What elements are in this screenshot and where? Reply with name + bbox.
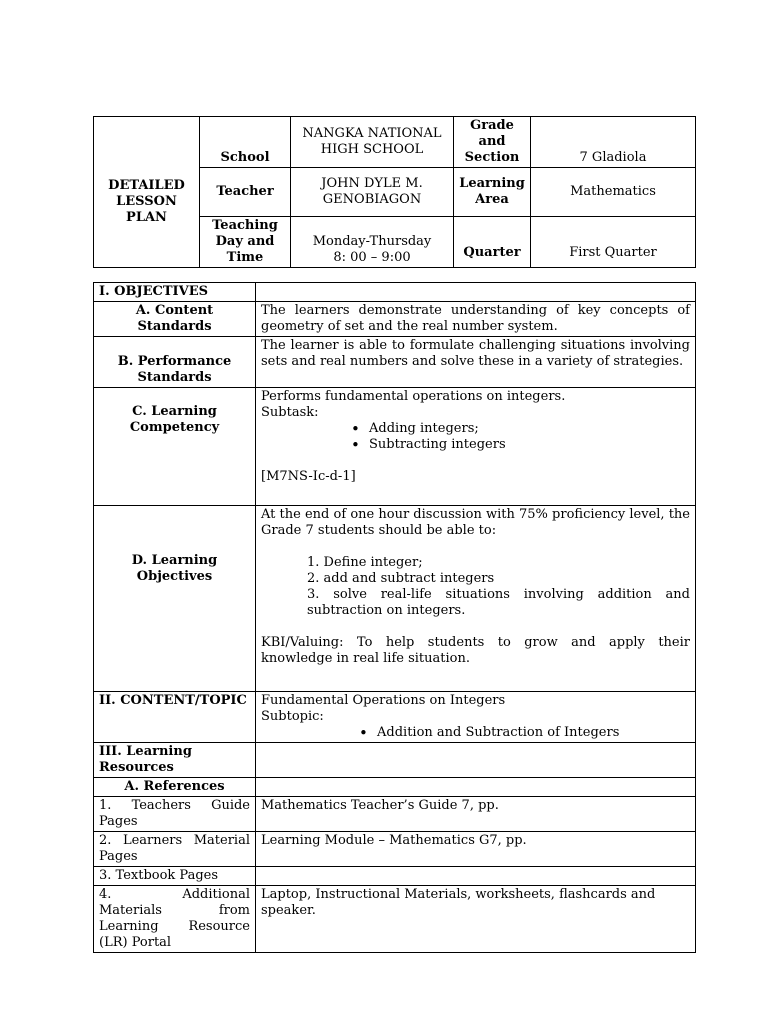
objective-item: 1. Define integer; — [307, 555, 423, 570]
textbook-empty-cell — [256, 867, 696, 886]
learning-area-label: Learning Area — [454, 168, 531, 217]
content-standards-label: A. Content Standards — [94, 302, 256, 337]
learning-objectives-intro: At the end of one hour discussion with 75% proficiency level, the Grade 7 students should be able to: — [261, 507, 690, 538]
teacher-label: Teacher — [200, 168, 291, 217]
school-value: NANGKA NATIONAL HIGH SCHOOL — [291, 117, 454, 168]
grade-section-value: 7 Gladiola — [531, 117, 696, 168]
learning-resources-label: III. Learning Resources — [94, 743, 256, 778]
objectives-heading: I. OBJECTIVES — [94, 283, 256, 302]
references-label: A. References — [94, 778, 256, 797]
additional-materials-label: 4. Additional Materials from Learning Resource (LR) Portal — [94, 886, 256, 953]
subtask-item: • Subtracting integers — [369, 437, 690, 453]
subtopic-label: Subtopic: — [261, 709, 324, 724]
subtask-label: Subtask: — [261, 405, 319, 420]
learning-competency-cell — [256, 388, 696, 506]
performance-standards-label: B. Performance Standards — [94, 337, 256, 388]
references-empty-cell — [256, 778, 696, 797]
learning-objectives-label: D. Learning Objectives — [94, 506, 256, 692]
header-table — [93, 116, 696, 268]
objectives-empty-cell — [256, 283, 696, 302]
subtopic-list — [261, 725, 690, 741]
learning-competency-label: C. Learning Competency — [94, 388, 256, 506]
competency-code: [M7NS-Ic-d-1] — [261, 469, 356, 484]
subtask-item: • Adding integers; — [369, 421, 690, 437]
teacher-value: JOHN DYLE M. GENOBIAGON — [291, 168, 454, 217]
content-topic-text: Fundamental Operations on Integers — [261, 693, 506, 708]
subtask-list — [261, 421, 690, 453]
learners-material-text: Learning Module – Mathematics G7, pp. — [256, 832, 696, 867]
competency-text: Performs fundamental operations on integers. — [261, 389, 566, 404]
performance-standards-text: The learner is able to formulate challenging situations involving sets and real numbers and solve these in a variety of strategies. — [256, 337, 696, 388]
teachers-guide-label: 1. Teachers Guide Pages — [94, 797, 256, 832]
learning-objectives-cell — [256, 506, 696, 692]
objective-item: 3. solve real-life situations involving addition and subtraction on integers. — [307, 587, 690, 618]
lesson-plan-title: DETAILED LESSON PLAN — [94, 117, 200, 268]
quarter-value: First Quarter — [531, 217, 696, 268]
content-topic-label: II. CONTENT/TOPIC — [94, 692, 256, 743]
teaching-time-label: Teaching Day and Time — [200, 217, 291, 268]
additional-materials-text: Laptop, Instructional Materials, worksheets, flashcards and speaker. — [256, 886, 696, 953]
teaching-time-value: Monday-Thursday 8: 00 – 9:00 — [291, 217, 454, 268]
school-label: School — [200, 117, 291, 168]
subtopic-item: • Addition and Subtraction of Integers — [377, 725, 690, 741]
teachers-guide-text: Mathematics Teacher’s Guide 7, pp. — [256, 797, 696, 832]
learners-material-label: 2. Learners Material Pages — [94, 832, 256, 867]
learning-area-value: Mathematics — [531, 168, 696, 217]
textbook-label: 3. Textbook Pages — [94, 867, 256, 886]
objective-item: 2. add and subtract integers — [307, 571, 495, 586]
learning-objectives-list — [261, 555, 690, 619]
kbi-text: KBI/Valuing: To help students to grow and apply their knowledge in real life situation. — [261, 635, 690, 666]
quarter-label: Quarter — [454, 217, 531, 268]
grade-section-label: Grade and Section — [454, 117, 531, 168]
learning-resources-empty-cell — [256, 743, 696, 778]
content-standards-text: The learners demonstrate understanding of key concepts of geometry of set and the real number system. — [256, 302, 696, 337]
content-topic-cell — [256, 692, 696, 743]
lesson-plan-table — [93, 282, 696, 953]
